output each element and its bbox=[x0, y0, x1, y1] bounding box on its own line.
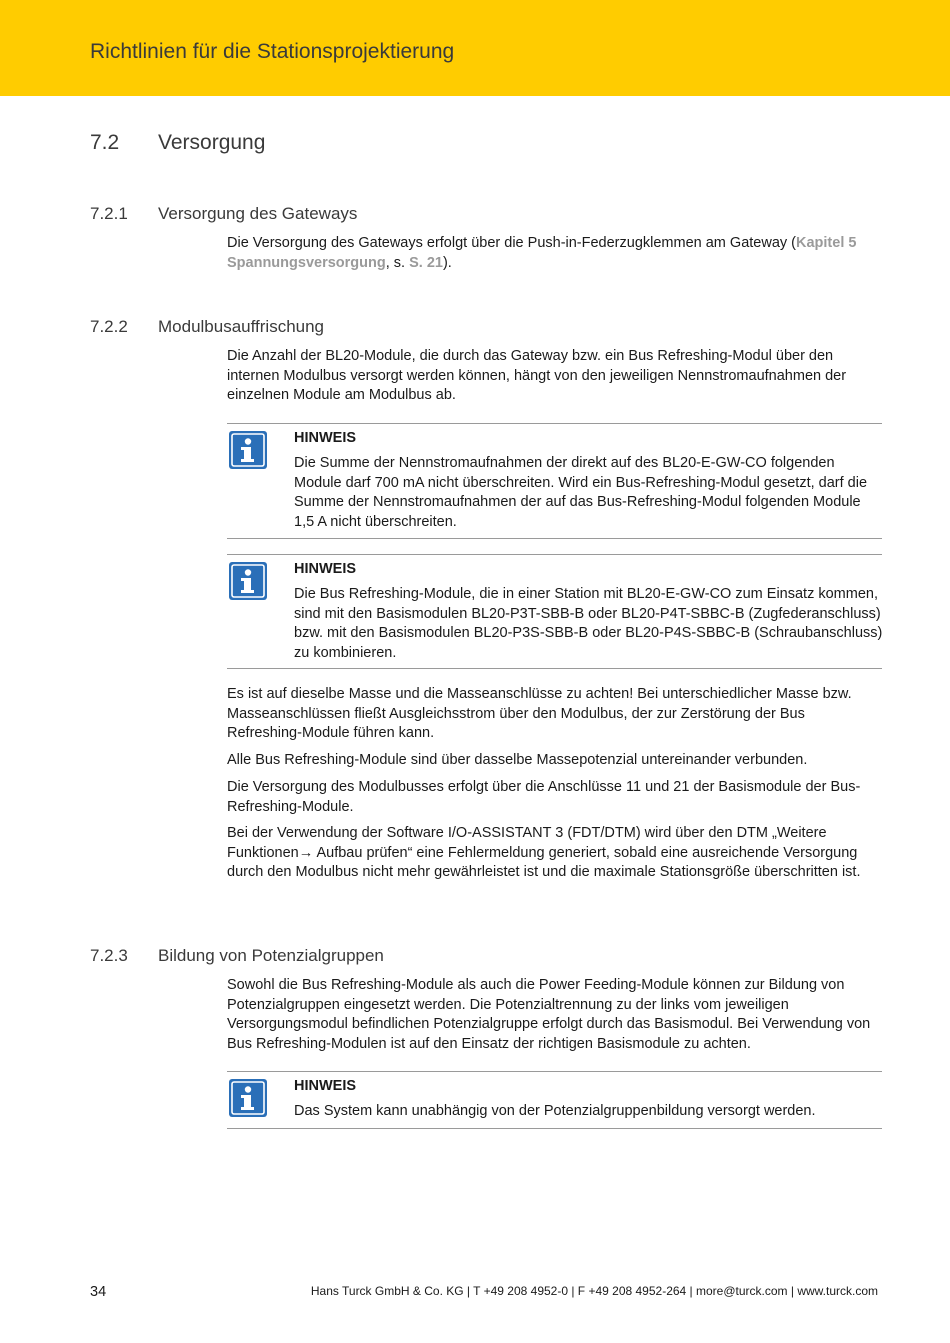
io-assistant-paragraph: Bei der Verwendung der Software I/O-ASSISTANT 3 (FDT/DTM) wird über den DTM „Weitere Funktionen→ Aufbau prüfen“ eine Fehlermeldung generiert, sobald eine ausreichende Versorgung durch den Modulbus nicht mehr gewährleistet ist und die maximale Stationsgröße überschritten ist. bbox=[227, 825, 861, 880]
ground-warning-paragraph: Es ist auf dieselbe Masse und die Masseanschlüsse zu achten! Bei unterschiedlicher Masse bzw. Masseanschlüssen fließt Ausgleichsstrom über den Modulbus, der zur Zerstörung der Bus Refreshing-Module führen kann. bbox=[227, 686, 852, 741]
note-text: Das System kann unabhängig von der Potenzialgruppenbildung versorgt werden. bbox=[294, 1103, 816, 1119]
subsection-title: Modulbusauffrischung bbox=[158, 317, 325, 336]
info-icon bbox=[229, 562, 267, 600]
chapter-link-title[interactable]: Spannungsversorgung bbox=[227, 254, 386, 271]
note-text: Die Bus Refreshing-Module, die in einer Station mit BL20-E-GW-CO zum Einsatz kommen, sind mit den Basismodulen BL20-P3T-SBB-B oder BL20-P4T-SBBC-B (Zugfederanschluss) bzw. mit den Basismodulen BL20-P3S-SBB-B oder BL20-P4S-SBBC-B (Schraubanschluss) zu kombinieren. bbox=[294, 586, 883, 661]
section-title: Versorgung bbox=[158, 131, 266, 154]
page-link[interactable]: S. 21 bbox=[409, 254, 443, 271]
note-title: HINWEIS bbox=[294, 561, 357, 577]
modulbus-supply-paragraph: Die Versorgung des Modulbusses erfolgt über die Anschlüsse 11 und 21 der Basismodule der Bus-Refreshing-Module. bbox=[227, 779, 861, 815]
gateway-supply-paragraph bbox=[227, 234, 882, 273]
ground-potential-paragraph: Alle Bus Refreshing-Module sind über dasselbe Massepotenzial untereinander verbunden. bbox=[227, 752, 808, 768]
note-box-3 bbox=[227, 1071, 882, 1129]
note-text: Die Summe der Nennstromaufnahmen der direkt auf des BL20-E-GW-CO folgenden Module darf 700 mA nicht überschreiten. Wird ein Bus-Refreshing-Modul gesetzt, darf die Summe der Nennstromaufnahmen der auf das Bus-Refreshing-Modul folgenden Module 1,5 A nicht überschreiten. bbox=[294, 455, 868, 530]
text-segment: Die Versorgung des Gateways erfolgt über die Push-in-Federzugklemmen am Gateway ( bbox=[227, 235, 796, 251]
note-title: HINWEIS bbox=[294, 430, 357, 446]
modulbus-intro-paragraph: Die Anzahl der BL20-Module, die durch das Gateway bzw. ein Bus Refreshing-Modul über den internen Modulbus versorgt werden können, hängt von den jeweiligen Nennstromaufnahmen der einzelnen Module am Modulbus ab. bbox=[227, 348, 847, 403]
chapter-link[interactable]: Kapitel 5 bbox=[796, 235, 857, 251]
footer-contact: Hans Turck GmbH & Co. KG | T +49 208 4952-0 | F +49 208 4952-264 | more@turck.com | www.turck.com bbox=[310, 1284, 878, 1298]
subsection-title: Bildung von Potenzialgruppen bbox=[158, 946, 384, 965]
subsection-number: 7.2.2 bbox=[90, 317, 128, 336]
header-title: Richtlinien für die Stationsprojektierung bbox=[90, 40, 455, 63]
note-title: HINWEIS bbox=[294, 1078, 357, 1094]
page-header bbox=[0, 0, 950, 96]
note-box-2 bbox=[227, 554, 882, 669]
subsection-title: Versorgung des Gateways bbox=[158, 204, 358, 223]
text-segment: ). bbox=[442, 254, 452, 271]
page-number: 34 bbox=[90, 1284, 107, 1300]
note-box-1 bbox=[227, 423, 882, 539]
subsection-number: 7.2.1 bbox=[90, 204, 128, 223]
subsection-number: 7.2.3 bbox=[90, 946, 128, 965]
info-icon bbox=[229, 431, 267, 469]
info-icon bbox=[229, 1079, 267, 1117]
potential-groups-paragraph: Sowohl die Bus Refreshing-Module als auch die Power Feeding-Module können zur Bildung von Potenzialgruppen eingesetzt werden. Die Potenzialtrennung zu der links vom jeweiligen Versorgungsmodul befindlichen Potenzialgruppe erfolgt durch das Basismodul. Bei Verwendung von Bus Refreshing-Modulen ist auf den Einsatz der richtigen Basismodule zu achten. bbox=[227, 977, 871, 1052]
text-segment: , s. bbox=[385, 254, 410, 271]
section-number: 7.2 bbox=[90, 131, 120, 154]
